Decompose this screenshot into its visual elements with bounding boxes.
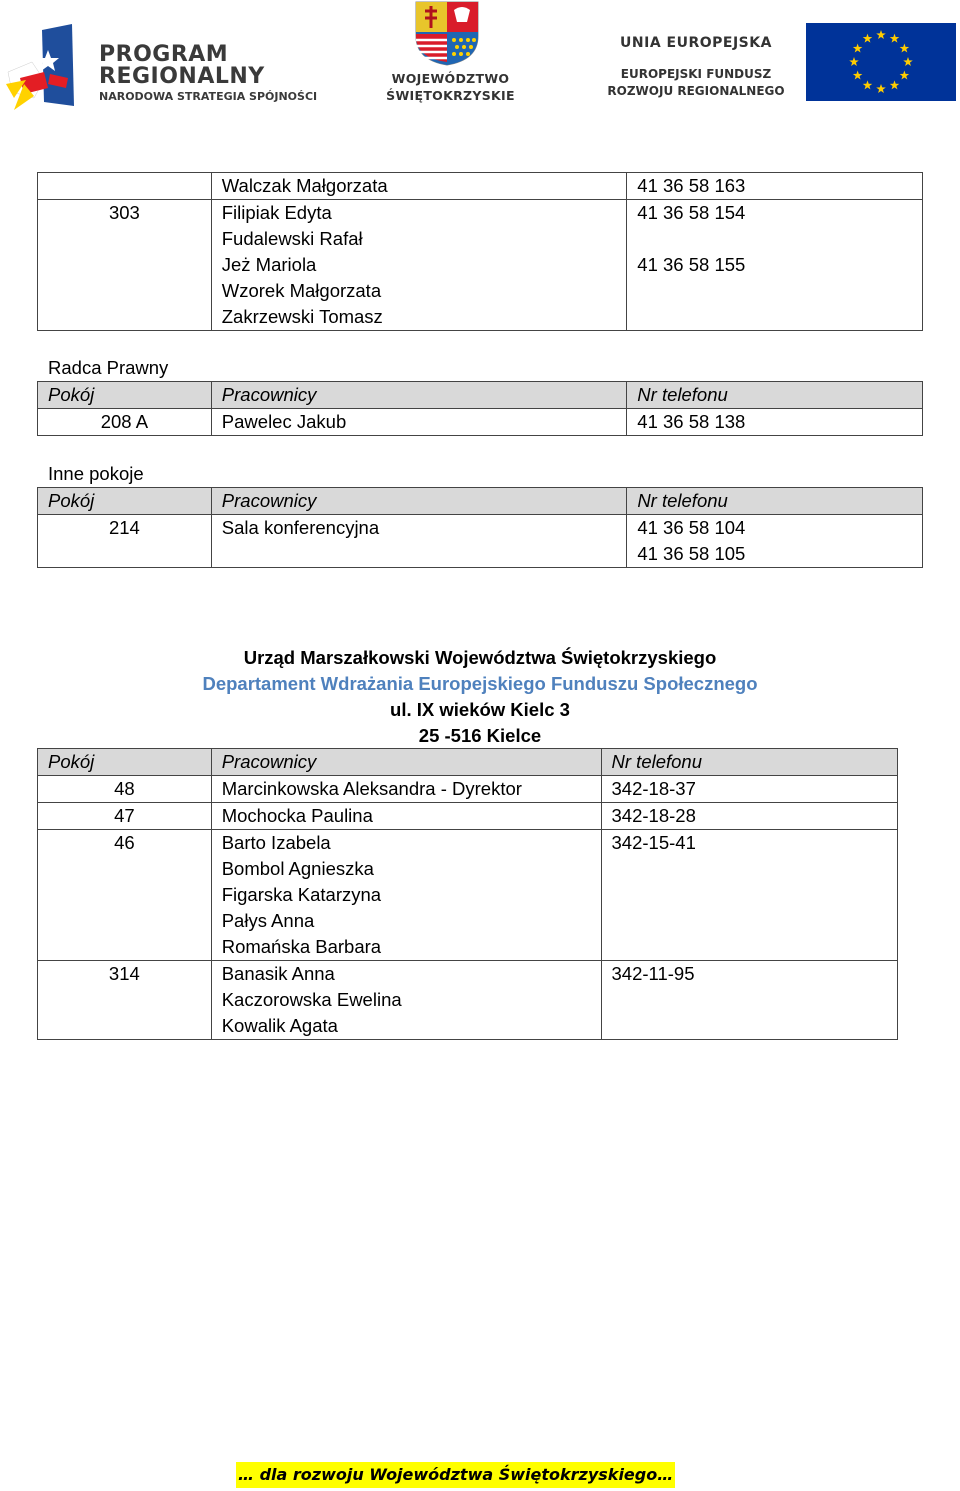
office-heading <box>0 645 960 749</box>
staff-name: Banasik Anna <box>221 963 335 984</box>
staff-list <box>211 409 627 436</box>
program-line: PROGRAM <box>99 42 229 67</box>
strategy-line: NARODOWA STRATEGIA SPÓJNOŚCI <box>99 90 318 103</box>
eu-stars-icon <box>806 23 956 101</box>
office-street: ul. IX wieków Kielc 3 <box>390 699 570 720</box>
header-staff: Pracownicy <box>211 382 627 409</box>
table-row <box>38 961 898 1040</box>
table-header-row <box>38 488 923 515</box>
header-phone: Nr telefonu <box>627 382 923 409</box>
section-title-radca: Radca Prawny <box>48 357 169 378</box>
fund-line-1: EUROPEJSKI FUNDUSZ <box>620 67 772 81</box>
staff-list <box>211 515 627 568</box>
phone-number: 41 36 58 105 <box>637 543 746 564</box>
phone-list <box>601 803 897 830</box>
footer-slogan: … dla rozwoju Województwa Świętokrzyskiego… <box>236 1462 675 1488</box>
staff-name: Sala konferencyjna <box>221 517 380 538</box>
fund-line-2: ROZWOJU REGIONALNEGO <box>607 84 785 98</box>
table-row <box>38 803 898 830</box>
header-phone: Nr telefonu <box>601 749 897 776</box>
header-room: Pokój <box>38 382 212 409</box>
eu-star-icon <box>863 34 873 43</box>
phone-number: 342-11-95 <box>611 963 695 984</box>
eu-star-icon <box>900 44 910 53</box>
staff-list <box>211 830 601 961</box>
table-row <box>38 173 923 200</box>
inne-table <box>37 487 923 568</box>
page-header <box>0 0 960 115</box>
staff-name: Pawelec Jakub <box>221 411 347 432</box>
room-number: 48 <box>38 776 212 803</box>
room-number: 47 <box>38 803 212 830</box>
phone-number: 342-18-28 <box>611 805 696 826</box>
staff-list <box>211 961 601 1040</box>
staff-table-continued <box>37 172 923 331</box>
eu-star-icon <box>853 71 863 80</box>
staff-name: Barto Izabela <box>221 832 331 853</box>
program-regionalny-logo <box>4 22 334 110</box>
wojewodztwo-text <box>383 70 518 104</box>
staff-list <box>211 200 627 331</box>
phone-list <box>601 830 897 961</box>
phone-number: 342-18-37 <box>611 778 696 799</box>
phone-list <box>627 173 923 200</box>
table-row <box>38 409 923 436</box>
phone-number: 41 36 58 163 <box>637 175 746 196</box>
phone-number: 41 36 58 138 <box>637 411 746 432</box>
wojewodztwo-line: WOJEWÓDZTWO <box>391 71 510 86</box>
header-room: Pokój <box>38 749 212 776</box>
header-phone: Nr telefonu <box>627 488 923 515</box>
eu-star-icon <box>876 30 886 39</box>
header-staff: Pracownicy <box>211 749 601 776</box>
phone-list <box>627 515 923 568</box>
staff-name: Figarska Katarzyna <box>221 884 382 905</box>
staff-name: Mochocka Paulina <box>221 805 373 826</box>
department-name: Departament Wdrażania Europejskiego Funduszu Społecznego <box>202 673 758 694</box>
staff-name: Jeż Mariola <box>221 254 317 275</box>
radca-table <box>37 381 923 436</box>
eu-star-icon <box>863 80 873 89</box>
table-row <box>38 515 923 568</box>
phone-number: 41 36 58 155 <box>637 254 746 275</box>
staff-list <box>211 803 601 830</box>
eu-line: UNIA EUROPEJSKA <box>620 35 772 51</box>
staff-name: Fudalewski Rafał <box>221 228 363 249</box>
staff-name: Pałys Anna <box>221 910 315 931</box>
staff-name: Marcinkowska Aleksandra - Dyrektor <box>221 778 522 799</box>
coat-of-arms-icon <box>414 0 480 66</box>
room-number: 214 <box>38 515 212 568</box>
eu-star-icon <box>903 57 913 66</box>
table-row <box>38 776 898 803</box>
eu-flag-icon <box>806 23 956 101</box>
program-regionalny-emblem-icon <box>4 22 84 110</box>
eu-star-icon <box>876 84 886 93</box>
table-header-row <box>38 749 898 776</box>
office-name: Urząd Marszałkowski Województwa Świętokrzyskiego <box>243 647 717 668</box>
eu-star-icon <box>890 80 900 89</box>
staff-name: Filipiak Edyta <box>221 202 332 223</box>
phone-number: 41 36 58 154 <box>637 202 746 223</box>
eu-star-icon <box>900 71 910 80</box>
staff-name: Romańska Barbara <box>221 936 382 957</box>
office-city: 25 -516 Kielce <box>418 725 542 746</box>
phone-list <box>627 409 923 436</box>
table-header-row <box>38 382 923 409</box>
staff-name: Zakrzewski Tomasz <box>221 306 383 327</box>
phone-number: 41 36 58 104 <box>637 517 746 538</box>
phone-list <box>601 776 897 803</box>
header-room: Pokój <box>38 488 212 515</box>
phone-list <box>601 961 897 1040</box>
staff-name: Wzorek Małgorzata <box>221 280 382 301</box>
staff-name: Walczak Małgorzata <box>221 175 388 196</box>
eu-star-icon <box>853 44 863 53</box>
eu-star-icon <box>890 34 900 43</box>
room-number: 314 <box>38 961 212 1040</box>
room-number: 208 A <box>38 409 212 436</box>
section-title-inne: Inne pokoje <box>48 463 144 484</box>
staff-name: Kaczorowska Ewelina <box>221 989 402 1010</box>
eu-star-icon <box>849 57 859 66</box>
phone-number <box>637 226 912 252</box>
department-table <box>37 748 898 1040</box>
phone-number: 342-15-41 <box>611 832 696 853</box>
regionalny-line: REGIONALNY <box>99 64 265 89</box>
staff-list <box>211 776 601 803</box>
swietokrzyskie-line: ŚWIĘTOKRZYSKIE <box>386 88 515 103</box>
eu-text <box>596 34 796 100</box>
room-number <box>38 173 212 200</box>
staff-list <box>211 173 627 200</box>
table-row <box>38 830 898 961</box>
program-regionalny-text <box>99 44 317 104</box>
wojewodztwo-logo <box>383 0 518 110</box>
room-number: 303 <box>38 200 212 331</box>
staff-name: Kowalik Agata <box>221 1015 338 1036</box>
table-row <box>38 200 923 331</box>
room-number: 46 <box>38 830 212 961</box>
staff-name: Bombol Agnieszka <box>221 858 374 879</box>
header-staff: Pracownicy <box>211 488 627 515</box>
phone-list <box>627 200 923 331</box>
